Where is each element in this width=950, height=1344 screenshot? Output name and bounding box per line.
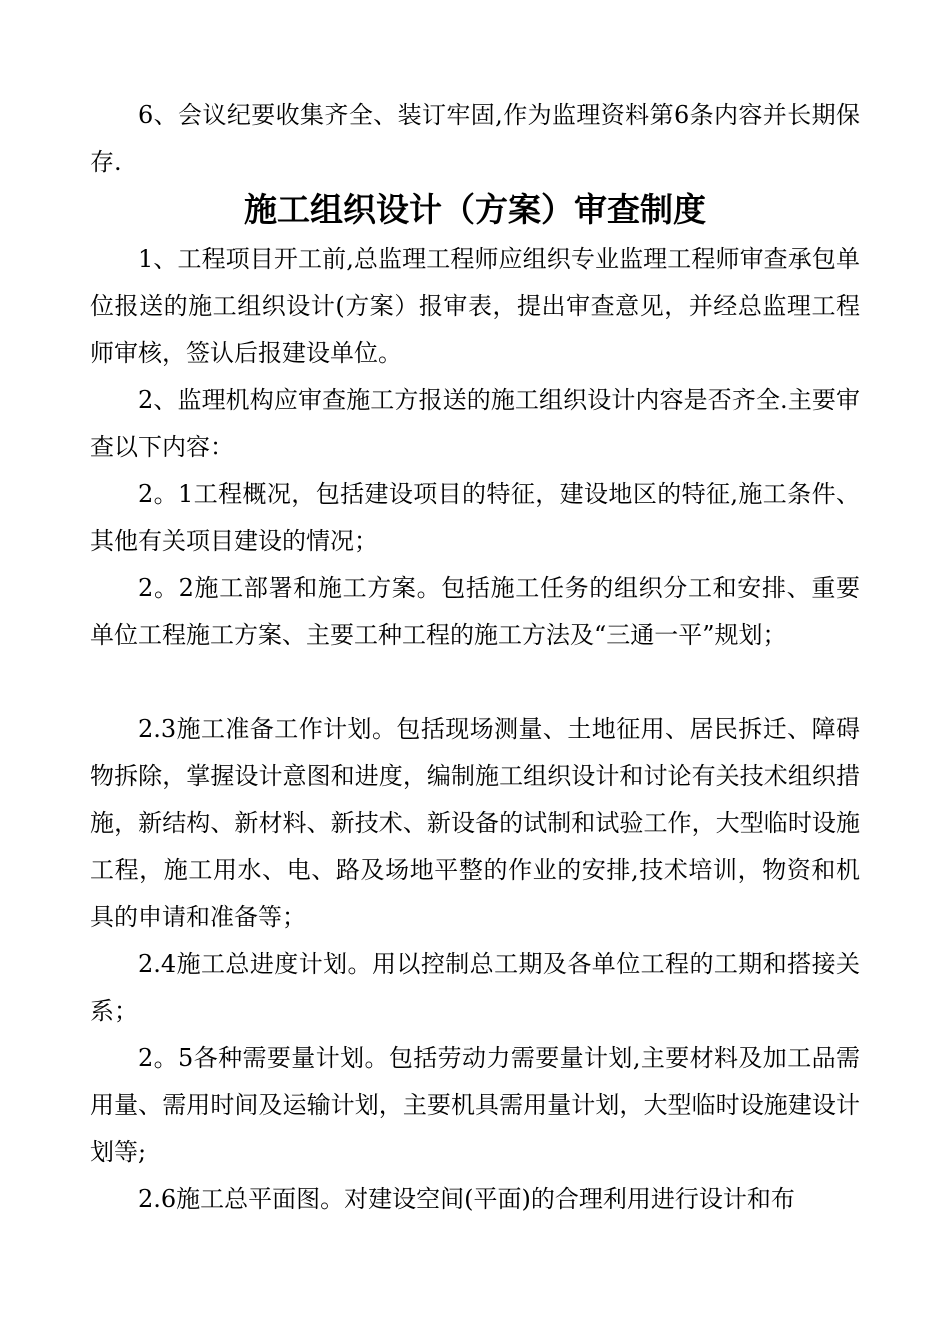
- paragraph-item-2-5: 2。5各种需要量计划。包括劳动力需要量计划,主要材料及加工品需用量、需用时间及运输计划，主要机具需用量计划，大型临时设施建设计划等;: [90, 1044, 860, 1166]
- section-title: 施工组织设计（方案）审查制度: [244, 190, 706, 229]
- paragraph-item-1: 1、工程项目开工前,总监理工程师应组织专业监理工程师审查承包单位报送的施工组织设计(方案）报审表，提出审查意见，并经总监理工程师审核，签认后报建设单位。: [90, 245, 860, 367]
- paragraph-item-2: 2、监理机构应审查施工方报送的施工组织设计内容是否齐全.主要审查以下内容：: [90, 386, 860, 461]
- paragraph-item-2-6: 2.6施工总平面图。对建设空间(平面)的合理利用进行设计和布: [138, 1185, 795, 1213]
- paragraph-item-2-4: 2.4施工总进度计划。用以控制总工期及各单位工程的工期和搭接关系；: [90, 950, 860, 1025]
- paragraph-item-2-3: 2.3施工准备工作计划。包括现场测量、土地征用、居民拆迁、障碍物拆除，掌握设计意图和进度，编制施工组织设计和讨论有关技术组织措施，新结构、新材料、新技术、新设备的试制和试验工作，大型临时设施工程，施工用水、电、路及场地平整的作业的安排,技术培训，物资和机具的申请和准备等；: [90, 715, 860, 931]
- paragraph-item-2-2: 2。2施工部署和施工方案。包括施工任务的组织分工和安排、重要单位工程施工方案、主要工种工程的施工方法及“三通一平”规划；: [90, 574, 860, 649]
- paragraph-item-2-1: 2。1工程概况，包括建设项目的特征，建设地区的特征,施工条件、其他有关项目建设的情况；: [90, 480, 860, 555]
- paragraph-item-6: 6、会议纪要收集齐全、装订牢固,作为监理资料第6条内容并长期保存.: [90, 101, 860, 176]
